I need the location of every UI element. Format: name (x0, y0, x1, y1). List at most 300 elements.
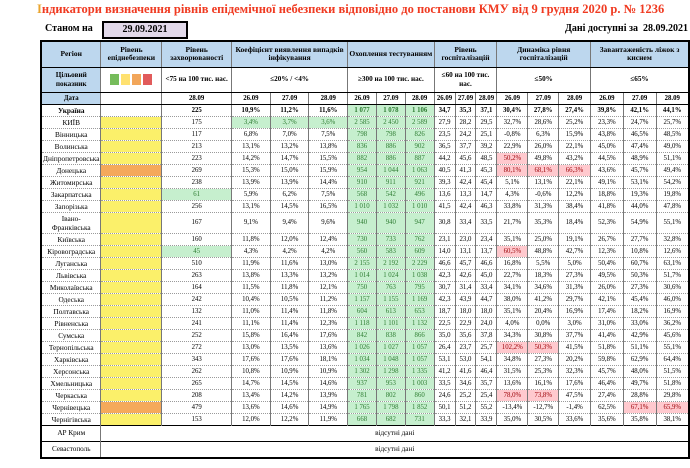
value-cell: 1 032 (376, 200, 405, 212)
value-cell: 13,6% (497, 377, 528, 389)
value-cell: 1 798 (376, 401, 405, 413)
value-cell: 33,5 (434, 377, 455, 389)
value-cell: 11,9% (309, 413, 348, 425)
value-cell: 45,6 (455, 152, 476, 164)
epidemic-level-cell (101, 116, 162, 128)
value-cell: 78,0% (497, 389, 528, 401)
table-row (41, 413, 689, 425)
value-cell: 35,3% (528, 212, 559, 233)
value-cell: 886 (376, 140, 405, 152)
value-cell: 5,0% (559, 257, 591, 269)
value-cell: 13,0% (309, 257, 348, 269)
value-cell: 38,1% (656, 413, 689, 425)
value-cell: 13,2% (309, 269, 348, 281)
value-cell: 12,0% (270, 233, 309, 245)
value-cell: 25,0% (528, 233, 559, 245)
value-cell: 208 (162, 389, 232, 401)
value-cell: 26,4 (434, 341, 455, 353)
value-cell: 2 589 (405, 116, 434, 128)
value-cell: 954 (348, 164, 377, 176)
value-cell: 48,5 (476, 152, 497, 164)
value-cell: 34,6% (528, 281, 559, 293)
date-cell-2-1: 27.09 (270, 92, 309, 104)
value-cell: 35,1% (497, 305, 528, 317)
table-row (41, 353, 689, 365)
value-cell: 10,9% (309, 365, 348, 377)
value-cell: 35,7 (476, 377, 497, 389)
value-cell: 2 585 (348, 116, 377, 128)
date-cell-2-0: 26.09 (232, 92, 271, 104)
value-cell: 7,5% (309, 188, 348, 200)
epidemic-level-cell (101, 140, 162, 152)
table-row (41, 377, 689, 389)
value-cell: 5,9% (232, 188, 271, 200)
value-cell: 46,4 (476, 365, 497, 377)
value-cell: 11,8% (270, 281, 309, 293)
epidemic-level-cell (101, 212, 162, 233)
value-cell: 269 (162, 164, 232, 176)
value-cell: 838 (376, 329, 405, 341)
value-cell: 902 (405, 140, 434, 152)
target-value-4: ≤60 на 100 тис. нас. (434, 67, 497, 92)
table-row (41, 329, 689, 341)
value-cell: 2 450 (376, 116, 405, 128)
epidemic-level-cell (101, 377, 162, 389)
value-cell: 35,3 (455, 104, 476, 116)
value-cell: 12,3% (590, 245, 623, 257)
value-cell: 28,2 (455, 116, 476, 128)
value-cell: 15,9% (559, 128, 591, 140)
value-cell: 866 (405, 329, 434, 341)
value-cell: 13,4% (232, 389, 271, 401)
value-cell: 48,0% (623, 365, 656, 377)
value-cell: 13,1 (455, 245, 476, 257)
date-cell-empty (101, 92, 162, 104)
value-cell: 11,4% (270, 317, 309, 329)
value-cell: 33,5 (476, 212, 497, 233)
value-cell: 60,5% (497, 245, 528, 257)
value-cell: 1 106 (405, 104, 434, 116)
value-cell: 32,3% (559, 365, 591, 377)
value-cell: 1 101 (376, 317, 405, 329)
value-cell: 730 (348, 233, 377, 245)
value-cell: 55,2 (476, 401, 497, 413)
date-cell-6-1: 27.09 (623, 92, 656, 104)
epidemic-level-cell (101, 305, 162, 317)
target-value-6: ≤65% (590, 67, 689, 92)
value-cell: 42,4 (455, 200, 476, 212)
value-cell: 910 (348, 176, 377, 188)
value-cell: 10,5% (270, 293, 309, 305)
value-cell: 763 (376, 281, 405, 293)
value-cell: 67,1% (623, 401, 656, 413)
value-cell: 44,5% (590, 152, 623, 164)
value-cell: 25,1 (476, 128, 497, 140)
value-cell: 14,5% (270, 200, 309, 212)
value-cell: 23,1 (434, 233, 455, 245)
header-row-targets (41, 67, 689, 92)
value-cell: 11,8% (232, 233, 271, 245)
value-cell: 22,9% (497, 140, 528, 152)
epidemic-level-cell (101, 329, 162, 341)
date-cell-3-0: 26.09 (348, 92, 377, 104)
value-cell: 45,7 (455, 257, 476, 269)
value-cell: 10,8% (623, 245, 656, 257)
value-cell: 40,5 (434, 164, 455, 176)
value-cell: 668 (348, 413, 377, 425)
value-cell: 47,8% (656, 200, 689, 212)
value-cell: 160 (162, 233, 232, 245)
value-cell: 1 852 (405, 401, 434, 413)
date-cell-2-2: 28.09 (309, 92, 348, 104)
value-cell: 45 (162, 245, 232, 257)
value-cell: 48,5% (656, 128, 689, 140)
value-cell: 13,6% (309, 341, 348, 353)
value-cell: 3,0% (559, 317, 591, 329)
value-cell: 11,4% (270, 305, 309, 317)
value-cell: 23,0 (455, 233, 476, 245)
value-cell: 826 (405, 128, 434, 140)
epidemic-level-cell (101, 413, 162, 425)
table-row (41, 176, 689, 188)
value-cell: 238 (162, 176, 232, 188)
value-cell: 44,2 (434, 152, 455, 164)
value-cell: 23,7 (455, 341, 476, 353)
value-cell: 4,3% (232, 245, 271, 257)
value-cell: 46,4% (590, 377, 623, 389)
value-cell: 16,9% (656, 305, 689, 317)
value-cell: 68,1% (528, 164, 559, 176)
column-header-group-6: Завантаженість ліжок з киснем (590, 41, 689, 67)
value-cell: 41,8% (590, 200, 623, 212)
value-cell: 60,7% (623, 257, 656, 269)
value-cell: 921 (405, 176, 434, 188)
value-cell: 15,5% (309, 152, 348, 164)
value-cell: 15,3% (232, 164, 271, 176)
value-cell: 19,8% (656, 188, 689, 200)
table-row (41, 104, 689, 116)
region-name: Івано-Франківська (41, 212, 101, 233)
value-cell: 30,8% (528, 329, 559, 341)
value-cell: 18,3% (528, 269, 559, 281)
value-cell: 35,8% (623, 413, 656, 425)
value-cell: 49,0% (656, 140, 689, 152)
column-header-group-4: Рівень госпіталізацій (434, 41, 497, 67)
level-legend-swatch-0 (110, 74, 119, 85)
table-row (41, 257, 689, 269)
date-cell-4-2: 28.09 (476, 92, 497, 104)
value-cell: 750 (348, 281, 377, 293)
value-cell: 31,5% (497, 365, 528, 377)
value-cell: 36,2% (656, 317, 689, 329)
value-cell: 33,3 (434, 413, 455, 425)
value-cell: 1 078 (376, 104, 405, 116)
value-cell: 167 (162, 212, 232, 233)
value-cell: 5,5% (528, 257, 559, 269)
value-cell: 25,2% (559, 116, 591, 128)
value-cell: 4,2% (309, 245, 348, 257)
value-cell: 1 003 (405, 377, 434, 389)
value-cell: 43,2% (559, 152, 591, 164)
value-cell: 1 765 (348, 401, 377, 413)
value-cell: 1 118 (348, 317, 377, 329)
value-cell: 42,3 (434, 293, 455, 305)
value-cell: 11,5% (232, 281, 271, 293)
value-cell: 64,4% (656, 353, 689, 365)
value-cell: 11,8% (309, 305, 348, 317)
value-cell: 51,7% (656, 269, 689, 281)
region-name: Херсонська (41, 365, 101, 377)
region-name: Київська (41, 233, 101, 245)
value-cell: 14,4% (309, 176, 348, 188)
value-cell: 13,3 (455, 188, 476, 200)
value-cell: 44,0% (623, 200, 656, 212)
value-cell: 35,0% (497, 413, 528, 425)
value-cell: 542 (376, 188, 405, 200)
value-cell: 798 (348, 128, 377, 140)
value-cell: -1,4% (559, 401, 591, 413)
value-cell: 24,0 (476, 317, 497, 329)
value-cell: 6,8% (232, 128, 271, 140)
epidemic-level-cell (101, 389, 162, 401)
value-cell: 262 (162, 365, 232, 377)
table-row (41, 389, 689, 401)
value-cell: 2 155 (348, 257, 377, 269)
value-cell: 14,9% (309, 401, 348, 413)
value-cell: 33,6% (559, 413, 591, 425)
region-name: Луганська (41, 257, 101, 269)
value-cell: 12,6% (656, 245, 689, 257)
value-cell: 17,6% (559, 377, 591, 389)
value-cell: 1 063 (405, 164, 434, 176)
value-cell: 1 298 (376, 365, 405, 377)
value-cell: 560 (348, 245, 377, 257)
value-cell: 53,1 (434, 353, 455, 365)
value-cell: 50,3% (528, 341, 559, 353)
value-cell: 117 (162, 128, 232, 140)
column-header-region: Регіон (41, 41, 101, 67)
title-text: ндикатори визначення рівнів епідемічної небезпеки відповідно до постанови КМУ від 9 грудня 2020 р. № 1236 (41, 2, 665, 16)
value-cell: 781 (348, 389, 377, 401)
column-header-group-1: Рівень захворюваності (162, 41, 232, 67)
value-cell: 9,6% (309, 212, 348, 233)
value-cell: 27,3% (559, 269, 591, 281)
epidemic-level-cell (101, 188, 162, 200)
value-cell: 1 157 (348, 293, 377, 305)
column-header-group-3: Охоплення тестуванням (348, 41, 434, 67)
epidemic-level-cell (101, 104, 162, 116)
value-cell: 29,5 (476, 116, 497, 128)
value-cell: 42,3 (434, 269, 455, 281)
value-cell: 609 (405, 245, 434, 257)
value-cell: 18,0 (455, 305, 476, 317)
value-cell: 12,2% (559, 188, 591, 200)
value-cell: 11,2% (309, 293, 348, 305)
value-cell: 17,6% (270, 353, 309, 365)
value-cell: 7,5% (309, 128, 348, 140)
value-cell: 256 (162, 200, 232, 212)
value-cell: 604 (348, 305, 377, 317)
region-name: Чернівецька (41, 401, 101, 413)
value-cell: 842 (348, 329, 377, 341)
value-cell: 51,8% (590, 341, 623, 353)
value-cell: 860 (405, 389, 434, 401)
value-cell: 51,8% (656, 377, 689, 389)
value-cell: 14,2% (232, 152, 271, 164)
value-cell: 27,3% (623, 281, 656, 293)
value-cell: 10,8% (232, 365, 271, 377)
region-name: Вінницька (41, 128, 101, 140)
level-legend-swatch-2 (132, 74, 141, 85)
value-cell: 38,0% (497, 293, 528, 305)
value-cell: 43,9 (455, 293, 476, 305)
target-value-5: ≤50% (497, 67, 591, 92)
value-cell: 13,8% (232, 269, 271, 281)
target-row-label: Цільовий показник (41, 67, 101, 92)
value-cell: 2 192 (376, 257, 405, 269)
value-cell: 10,4% (232, 293, 271, 305)
value-cell: 343 (162, 353, 232, 365)
value-cell: 32,1 (455, 413, 476, 425)
value-cell: 14,0 (434, 245, 455, 257)
value-cell: 37,7% (559, 329, 591, 341)
value-cell: 45,3 (476, 164, 497, 176)
value-cell: 42,1% (623, 104, 656, 116)
epidemic-level-cell (101, 176, 162, 188)
column-header-group-0: Рівень епіднебезпеки (101, 41, 162, 67)
region-name: Дніпропетровська (43, 153, 100, 163)
table-row (41, 269, 689, 281)
table-row (41, 365, 689, 377)
value-cell: 31,3% (528, 200, 559, 212)
value-cell: 14,5% (270, 377, 309, 389)
epidemic-level-cell (101, 401, 162, 413)
value-cell: 50,3% (623, 269, 656, 281)
value-cell: 22,1% (559, 176, 591, 188)
table-row-no-data (41, 425, 689, 441)
value-cell: 27,4% (590, 389, 623, 401)
value-cell: 22,1% (559, 140, 591, 152)
region-name: Тернопільська (41, 341, 101, 353)
region-name: Донецька (41, 164, 101, 176)
no-data-cell: відсутні дані (101, 425, 689, 441)
value-cell: 46,3 (476, 200, 497, 212)
date-cell-3-2: 28.09 (405, 92, 434, 104)
value-cell: 33,8% (497, 200, 528, 212)
value-cell: 54,1 (476, 353, 497, 365)
table-row (41, 164, 689, 176)
date-cell-4-0: 26.09 (434, 92, 455, 104)
value-cell: 41,6 (455, 365, 476, 377)
value-cell: 798 (376, 128, 405, 140)
value-cell: 225 (162, 104, 232, 116)
value-cell: 241 (162, 317, 232, 329)
epidemic-level-cell (101, 341, 162, 353)
value-cell: 62,5% (590, 401, 623, 413)
value-cell: 23,5 (434, 128, 455, 140)
value-cell: 11,6% (270, 257, 309, 269)
value-cell: 30,6% (656, 281, 689, 293)
value-cell: 49,1% (590, 176, 623, 188)
value-cell: 886 (376, 152, 405, 164)
value-cell: 947 (405, 212, 434, 233)
value-cell: 25,7 (476, 341, 497, 353)
value-cell: 61 (162, 188, 232, 200)
value-cell: 37,7 (455, 140, 476, 152)
value-cell: 18,2% (623, 305, 656, 317)
region-name: Кіровоградська (41, 245, 101, 257)
value-cell: 882 (348, 152, 377, 164)
region-name: Одеська (41, 293, 101, 305)
no-data-cell: відсутні дані (101, 441, 689, 458)
value-cell: 3,4% (232, 116, 271, 128)
value-cell: 29,7% (559, 293, 591, 305)
value-cell: 31,4 (455, 281, 476, 293)
target-value-3: ≥300 на 100 тис. нас. (348, 67, 434, 92)
value-cell: -0,8% (497, 128, 528, 140)
value-cell: 3,6% (309, 116, 348, 128)
value-cell: 13,5% (270, 341, 309, 353)
value-cell: 21,7% (497, 212, 528, 233)
value-cell: 13,8% (309, 140, 348, 152)
value-cell: 35,0 (434, 329, 455, 341)
value-cell: 39,2 (476, 140, 497, 152)
value-cell: 11,1% (232, 317, 271, 329)
value-cell: 17,6% (232, 353, 271, 365)
value-cell: 479 (162, 401, 232, 413)
value-cell: 1 169 (405, 293, 434, 305)
value-cell: 22,5 (434, 317, 455, 329)
value-cell: 13,9% (232, 176, 271, 188)
value-cell: 1 026 (348, 341, 377, 353)
value-cell: 31,3% (559, 281, 591, 293)
value-cell: 1 044 (376, 164, 405, 176)
table-row (41, 341, 689, 353)
data-available-date: 28.09.2021 (643, 23, 688, 34)
value-cell: 15,9% (309, 164, 348, 176)
table-row (41, 128, 689, 140)
value-cell: 44,1% (656, 104, 689, 116)
value-cell: 1 027 (376, 341, 405, 353)
value-cell: 42,6 (455, 269, 476, 281)
date-cell-6-0: 26.09 (590, 92, 623, 104)
value-cell: 66,3% (559, 164, 591, 176)
value-cell: 496 (405, 188, 434, 200)
value-cell: 38,4% (559, 200, 591, 212)
value-cell: 653 (405, 305, 434, 317)
value-cell: 13,7 (476, 245, 497, 257)
value-cell: 4,2% (270, 245, 309, 257)
value-cell: 17,6% (309, 329, 348, 341)
value-cell: 12,0% (232, 413, 271, 425)
value-cell: 25,3% (528, 365, 559, 377)
value-cell: 16,8% (497, 257, 528, 269)
value-cell: 42,7% (559, 245, 591, 257)
value-cell: 1 155 (376, 293, 405, 305)
value-cell: 32,8% (656, 233, 689, 245)
value-cell: 49,8% (528, 152, 559, 164)
value-cell: 14,7 (476, 188, 497, 200)
value-cell: 510 (162, 257, 232, 269)
value-cell: 28,8% (623, 389, 656, 401)
value-cell: 41,5% (559, 341, 591, 353)
region-name: Житомирська (41, 176, 101, 188)
value-cell: 613 (376, 305, 405, 317)
value-cell: 1 077 (348, 104, 377, 116)
value-cell: 55,1% (656, 212, 689, 233)
value-cell: 53,0 (455, 353, 476, 365)
value-cell: 14,6% (309, 377, 348, 389)
